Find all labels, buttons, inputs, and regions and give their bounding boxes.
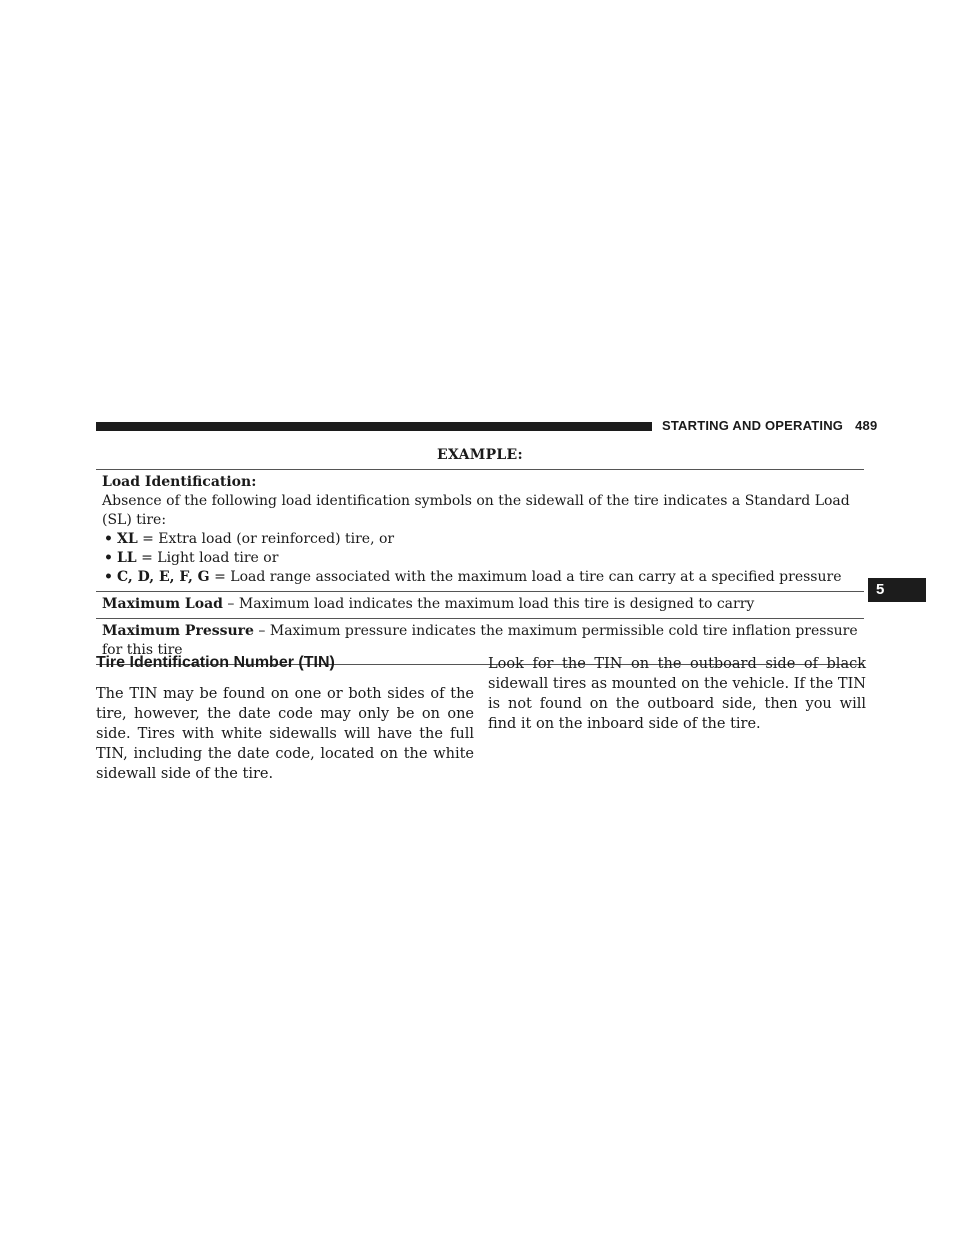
example-table xyxy=(96,446,864,665)
list-item: • C, D, E, F, G = Load range associated with the maximum load a tire can carry at a specified pressure xyxy=(104,569,842,585)
maximum-pressure-label: Maximum Pressure xyxy=(102,623,254,639)
maximum-load-text: – Maximum load indicates the maximum load this tire is designed to carry xyxy=(222,596,755,612)
maximum-load-row xyxy=(96,592,864,619)
tin-heading: Tire Identification Number (TIN) xyxy=(96,654,335,671)
load-identification-row xyxy=(96,470,864,592)
tin-right-paragraph: Look for the TIN on the outboard side of black sidewall tires as mounted on the vehicle. If the TIN is not found on the outboard side, then you will find it on the inboard side of the tire. xyxy=(488,656,866,732)
load-identification-label: Load Identification: xyxy=(102,474,257,490)
header-rule xyxy=(96,422,652,431)
section-title: STARTING AND OPERATING xyxy=(662,418,844,433)
example-title: EXAMPLE: xyxy=(96,446,864,470)
tin-left-paragraph: The TIN may be found on one or both sides of the tire, however, the date code may only be on one side. Tires with white sidewalls will have the full TIN, including the date code, located on the white sidewall side of the tire. xyxy=(96,686,474,782)
chapter-tab: 5 xyxy=(868,578,926,602)
maximum-pressure-text: – Maximum pressure indicates the maximum permissible cold tire inflation pressure for this tire xyxy=(102,623,858,658)
load-identification-text: Absence of the following load identification symbols on the sidewall of the tire indicates a Standard Load (SL) tire: xyxy=(102,493,850,528)
list-item: • LL = Light load tire or xyxy=(104,550,279,566)
running-header xyxy=(662,418,877,433)
page-number: 489 xyxy=(855,418,878,433)
list-item: • XL = Extra load (or reinforced) tire, or xyxy=(104,531,395,547)
maximum-load-label: Maximum Load xyxy=(102,596,223,612)
